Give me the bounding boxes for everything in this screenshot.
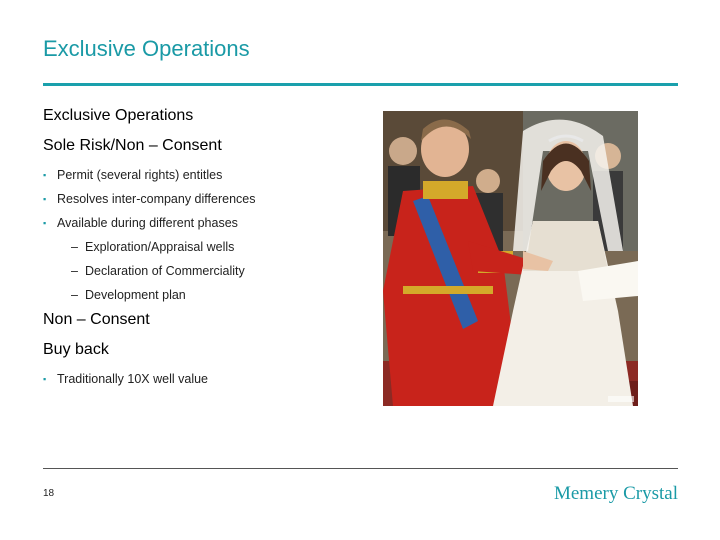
sub-bullet-item: – Development plan (43, 288, 373, 303)
heading-non-consent: Non – Consent (43, 311, 150, 328)
bullet-item: ▪ Resolves inter-company differences (43, 192, 373, 207)
footer-divider (43, 468, 678, 469)
slide-title: Exclusive Operations (43, 36, 250, 61)
memery-crystal-logo (538, 479, 678, 505)
sub-bullet-item: – Exploration/Appraisal wells (43, 240, 373, 255)
wedding-photo-illustration (383, 111, 638, 406)
bullet-item: ▪ Available during different phases (43, 216, 373, 231)
heading-sole-risk: Sole Risk/Non – Consent (43, 137, 222, 154)
page-number: 18 (43, 488, 55, 499)
title-divider (43, 83, 678, 86)
wedding-photo (383, 111, 638, 406)
heading-exclusive-operations: Exclusive Operations (43, 107, 194, 124)
heading-buy-back: Buy back (43, 341, 109, 358)
bullet-item: ▪ Traditionally 10X well value (43, 372, 373, 387)
bullet-item: ▪ Permit (several rights) entitles (43, 168, 373, 183)
sub-bullet-item: – Declaration of Commerciality (43, 264, 373, 279)
logo-text: Memery Crystal (553, 483, 678, 504)
slide-content (43, 108, 373, 396)
